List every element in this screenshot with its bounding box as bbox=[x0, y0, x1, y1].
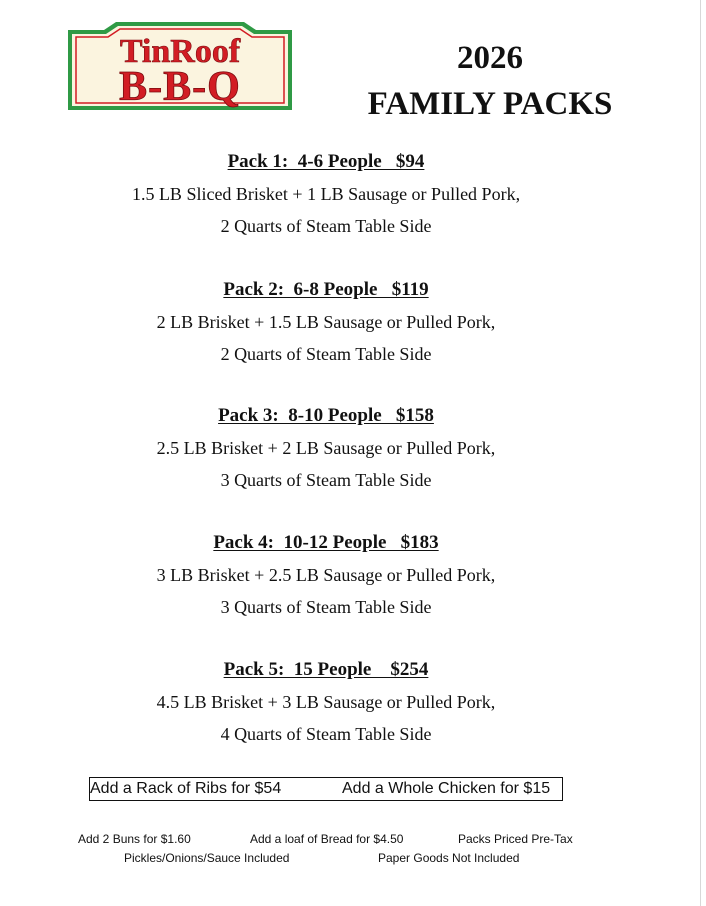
pack-meats: 2 LB Brisket + 1.5 LB Sausage or Pulled Pork, bbox=[156, 312, 496, 332]
tinroof-bbq-logo bbox=[64, 20, 296, 114]
pack-5 bbox=[60, 658, 592, 746]
pack-2 bbox=[60, 278, 592, 366]
pack-meats: 4.5 LB Brisket + 3 LB Sausage or Pulled Pork, bbox=[156, 692, 496, 712]
pack-heading: Pack 2: 6-8 People $119 bbox=[223, 279, 429, 300]
addon-chicken: Add a Whole Chicken for $15 bbox=[342, 780, 551, 797]
pack-4 bbox=[60, 531, 592, 619]
pack-heading: Pack 1: 4-6 People $94 bbox=[227, 151, 425, 172]
pack-3 bbox=[60, 404, 592, 492]
note-paper-goods: Paper Goods Not Included bbox=[378, 851, 520, 865]
note-bread: Add a loaf of Bread for $4.50 bbox=[250, 832, 404, 846]
pack-meats: 2.5 LB Brisket + 2 LB Sausage or Pulled Pork, bbox=[156, 438, 496, 458]
addons-box bbox=[89, 777, 563, 801]
pack-heading: Pack 3: 8-10 People $158 bbox=[218, 405, 434, 426]
pack-meats: 3 LB Brisket + 2.5 LB Sausage or Pulled Pork, bbox=[156, 565, 496, 585]
pack-meats: 1.5 LB Sliced Brisket + 1 LB Sausage or Pulled Pork, bbox=[131, 184, 521, 204]
title-year: 2026 bbox=[457, 40, 523, 76]
pack-1 bbox=[60, 150, 592, 238]
pack-sides: 4 Quarts of Steam Table Side bbox=[220, 724, 432, 744]
pack-sides: 3 Quarts of Steam Table Side bbox=[220, 597, 432, 617]
pack-heading: Pack 5: 15 People $254 bbox=[223, 659, 429, 680]
pack-heading: Pack 4: 10-12 People $183 bbox=[213, 532, 439, 553]
title-family-packs: FAMILY PACKS bbox=[367, 86, 613, 122]
pack-sides: 2 Quarts of Steam Table Side bbox=[220, 344, 432, 364]
note-buns: Add 2 Buns for $1.60 bbox=[78, 832, 191, 846]
note-pretax: Packs Priced Pre-Tax bbox=[458, 832, 573, 846]
pack-sides: 3 Quarts of Steam Table Side bbox=[220, 470, 432, 490]
logo-line2: B-B-Q bbox=[119, 64, 241, 110]
page-edge-rule bbox=[700, 0, 701, 906]
note-included: Pickles/Onions/Sauce Included bbox=[124, 851, 290, 865]
logo-graphic bbox=[64, 20, 296, 114]
pack-sides: 2 Quarts of Steam Table Side bbox=[220, 216, 432, 236]
page-title bbox=[340, 38, 640, 124]
logo-line1: TinRoof bbox=[119, 33, 241, 70]
addon-ribs: Add a Rack of Ribs for $54 bbox=[90, 780, 282, 797]
